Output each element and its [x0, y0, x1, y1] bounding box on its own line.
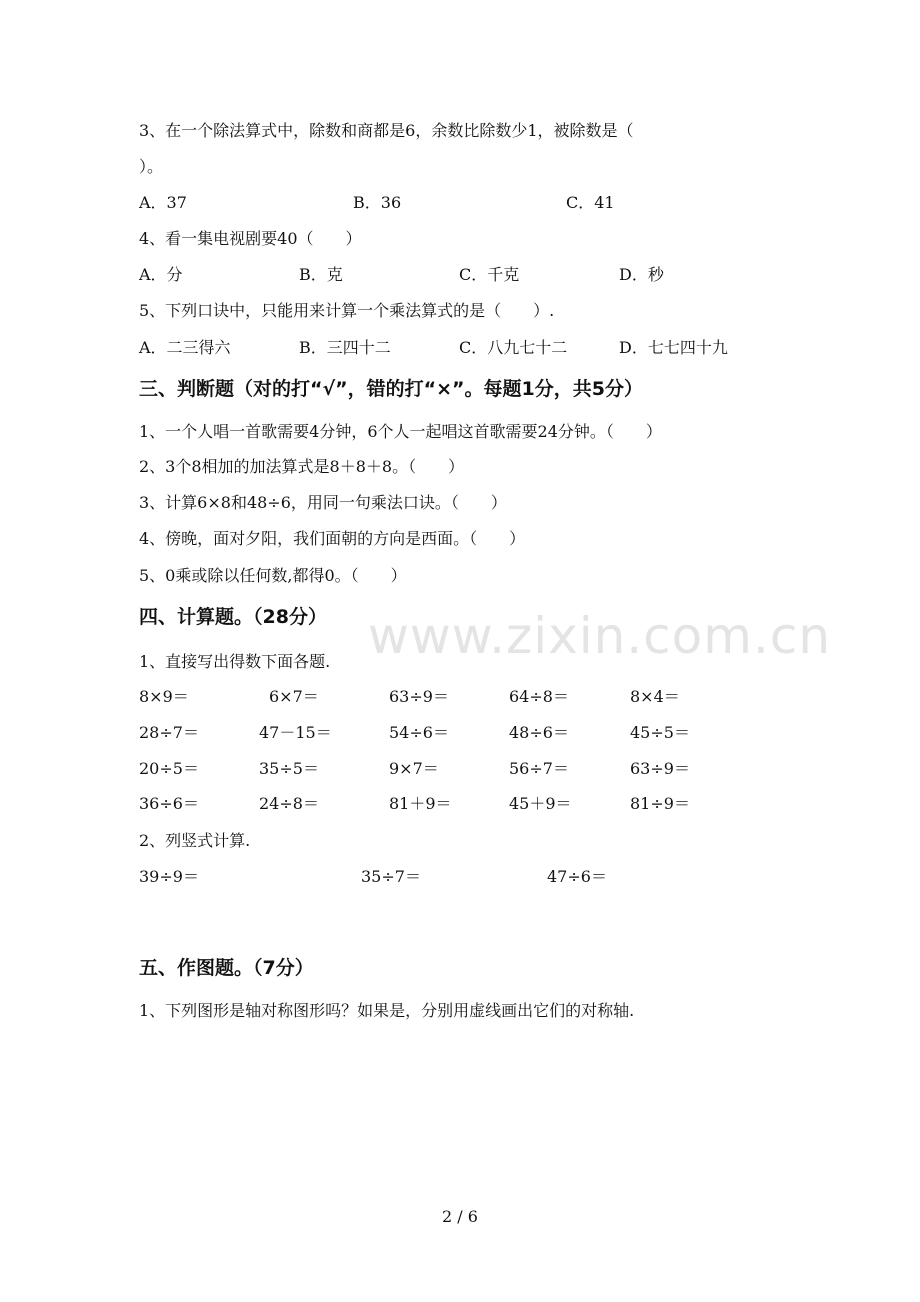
calc-r3-c4: 56÷7＝ [509, 759, 569, 778]
q5-option-b: B．三四十二 [299, 338, 391, 357]
calc-r2-c1: 28÷7＝ [139, 723, 199, 742]
section3-item-5: 5、0乘或除以任何数,都得0。（ ） [139, 566, 407, 585]
q5-option-d: D．七七四十九 [619, 338, 728, 357]
calc-r4-c4: 45＋9＝ [509, 794, 572, 813]
q3-stem-line2: ）。 [139, 157, 164, 176]
q4-option-c: C．千克 [459, 265, 520, 284]
q3-option-b: B．36 [353, 193, 402, 212]
calc-r1-c2: 6×7＝ [269, 687, 319, 706]
calc-r2-c3: 54÷6＝ [389, 723, 449, 742]
q5-option-a: A．二三得六 [139, 338, 231, 357]
section3-item-4: 4、傍晚，面对夕阳，我们面朝的方向是西面。（ ） [139, 529, 526, 548]
calc-r3-c3: 9×7＝ [389, 759, 439, 778]
calc-r4-c2: 24÷8＝ [259, 794, 319, 813]
watermark: www.zixin.com.cn [368, 607, 832, 665]
vertical-calc-2: 35÷7＝ [361, 867, 421, 886]
calc-r3-c5: 63÷9＝ [630, 759, 690, 778]
q3-option-a: A．37 [139, 193, 187, 212]
section5-q1-stem: 1、下列图形是轴对称图形吗？如果是，分别用虚线画出它们的对称轴. [139, 1001, 635, 1020]
vertical-calc-1: 39÷9＝ [139, 867, 199, 886]
calc-r4-c3: 81＋9＝ [389, 794, 452, 813]
q3-stem-line1: 3、在一个除法算式中，除数和商都是6，余数比除数少1，被除数是（ [139, 121, 634, 140]
section3-item-3: 3、计算6×8和48÷6，用同一句乘法口诀。（ ） [139, 493, 507, 512]
q5-option-c: C．八九七十二 [459, 338, 568, 357]
calc-r2-c4: 48÷6＝ [509, 723, 569, 742]
calc-r2-c2: 47－15＝ [259, 723, 332, 742]
calc-r1-c3: 63÷9＝ [389, 687, 449, 706]
q3-option-c: C．41 [566, 193, 615, 212]
calc-r4-c1: 36÷6＝ [139, 794, 199, 813]
q4-option-d: D．秒 [619, 265, 664, 284]
section4-q2-stem: 2、列竖式计算. [139, 831, 251, 850]
q5-stem: 5、下列口诀中，只能用来计算一个乘法算式的是（ ）. [139, 301, 555, 320]
calc-r2-c5: 45÷5＝ [630, 723, 690, 742]
section4-q1-stem: 1、直接写出得数下面各题. [139, 652, 331, 671]
calc-r3-c1: 20÷5＝ [139, 759, 199, 778]
calc-r1-c5: 8×4＝ [630, 687, 680, 706]
section3-title: 三、判断题（对的打“√”，错的打“×”。每题1分，共5分） [139, 378, 643, 400]
q4-stem: 4、看一集电视剧要40（ ） [139, 229, 362, 248]
calc-r1-c4: 64÷8＝ [509, 687, 569, 706]
calc-r3-c2: 35÷5＝ [259, 759, 319, 778]
section3-item-2: 2、3个8相加的加法算式是8＋8＋8。（ ） [139, 457, 465, 476]
section3-item-1: 1、一个人唱一首歌需要4分钟，6个人一起唱这首歌需要24分钟。（ ） [139, 422, 662, 441]
page-number: 2 / 6 [442, 1207, 478, 1226]
q4-option-a: A．分 [139, 265, 183, 284]
q4-option-b: B．克 [299, 265, 343, 284]
calc-r1-c1: 8×9＝ [139, 687, 189, 706]
section5-title: 五、作图题。（7分） [139, 957, 314, 979]
calc-r4-c5: 81÷9＝ [630, 794, 690, 813]
vertical-calc-3: 47÷6＝ [547, 867, 607, 886]
section4-title: 四、计算题。（28分） [139, 606, 327, 628]
